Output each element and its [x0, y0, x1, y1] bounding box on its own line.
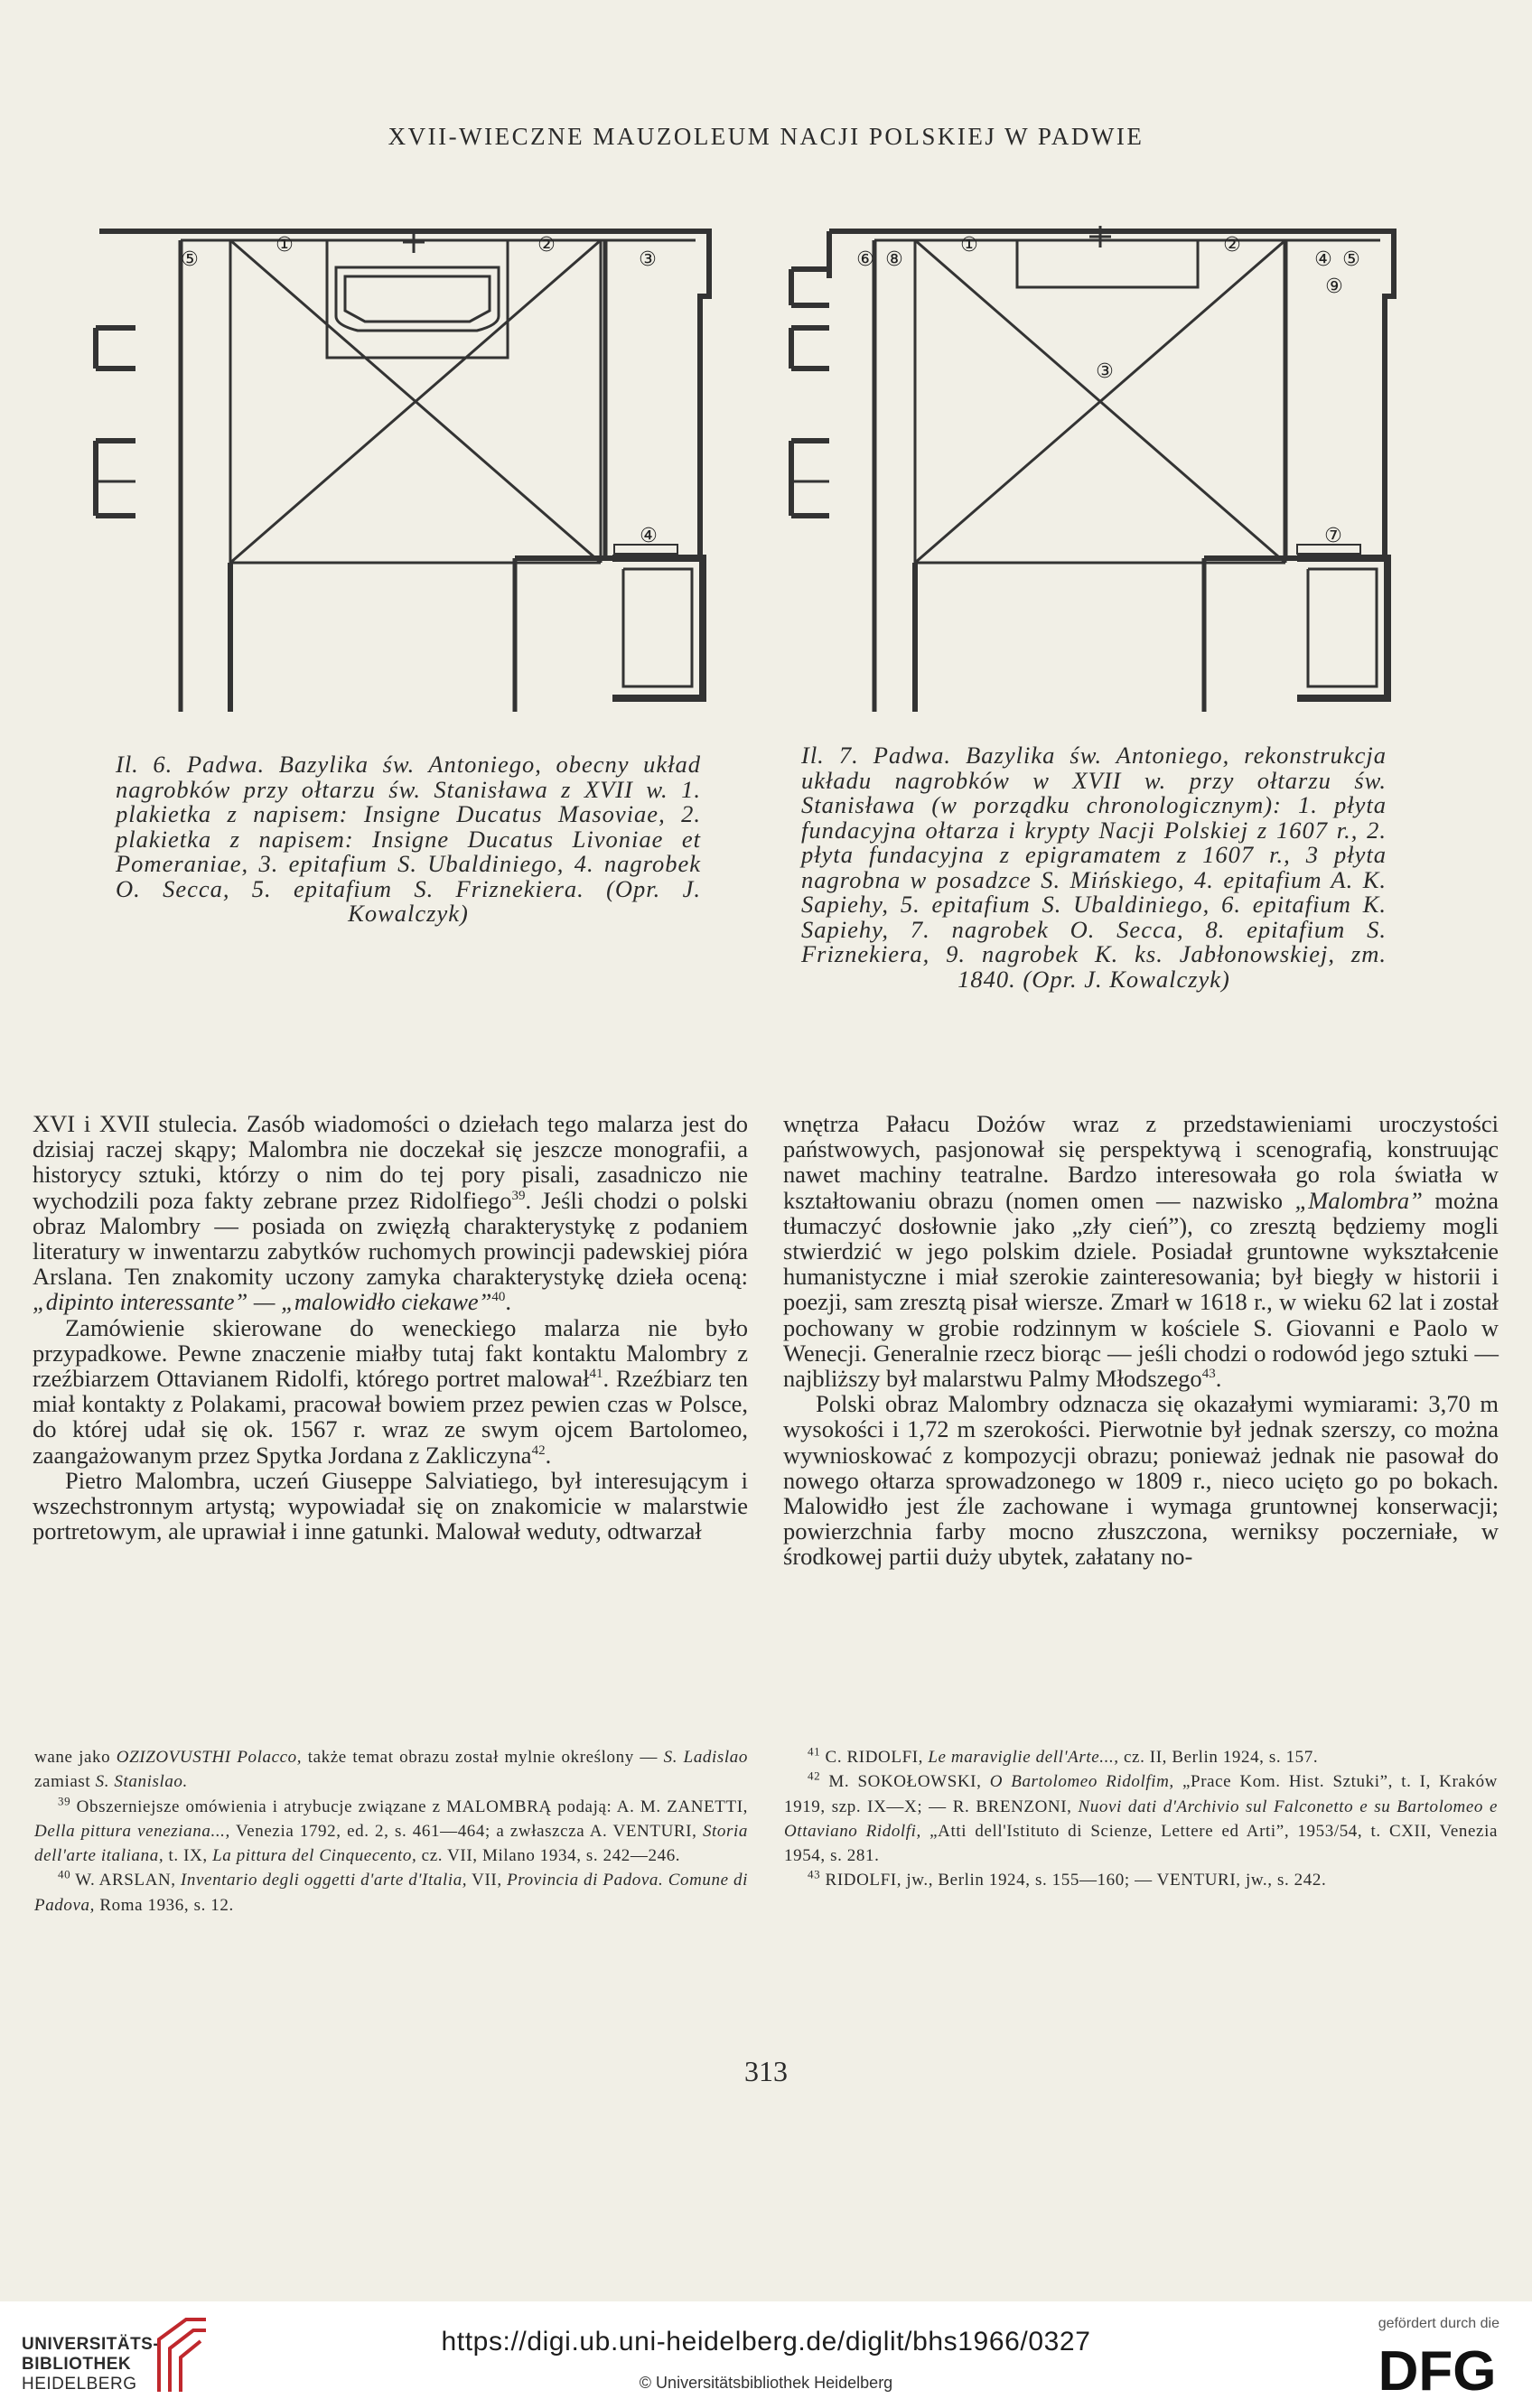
- plan-label: ③: [1096, 360, 1114, 383]
- source-url-link[interactable]: https://digi.ub.uni-heidelberg.de/diglit/bhs1966/0327: [441, 2327, 1091, 2357]
- plan-label: ⑨: [1325, 275, 1343, 298]
- svg-text:DFG: DFG: [1378, 2340, 1497, 2401]
- plan-label: ②: [537, 234, 556, 257]
- plan-label: ②: [1223, 234, 1241, 257]
- copyright-notice: © Universitätsbibliothek Heidelberg: [639, 2374, 893, 2392]
- floor-plan-reconstruction: [784, 215, 1416, 712]
- library-name: UNIVERSITÄTS- BIBLIOTHEK HEIDELBERG: [22, 2335, 160, 2394]
- page-number: 313: [744, 2055, 788, 2087]
- paragraph: XVI i XVII stulecia. Zasób wiadomości o dziełach tego malarza jest do dzisiaj raczej skąpy; Malombra nie doczekał się jeszcze monografii, a historycy sztuki, którzy o nim do tej pory pisali, zasadniczo nie wychodzili poza fakty zebrane przez Ridolfiego$^{39}$. Jeśli chodzi o polski obraz Malombry — posiada on zwięzłą charakterystykę z podaniem literatury w inwentarzu zabytków ruchomych prowincji padewskiej pióra Arslana. Ten znakomity uczony zamyka charakterystykę dzieła oceną: „dipinto interessante” — „malowidło ciekawe”$^{40}$.: [33, 1110, 748, 1316]
- floor-plan-drawing: [90, 215, 723, 712]
- footnotes-right: [784, 1745, 1498, 1893]
- plan-label: ④: [640, 525, 658, 547]
- footnote-ref: 39: [511, 1188, 526, 1203]
- plan-label: ①: [960, 234, 978, 257]
- footnote-ref: 42: [531, 1442, 546, 1458]
- plan-label: ⑥: [856, 248, 874, 271]
- plan-label: ④: [1314, 248, 1332, 271]
- footer-bar: [0, 2301, 1532, 2408]
- text-column-left: [33, 1111, 748, 1544]
- text-column-right: [783, 1111, 1499, 1570]
- figure-caption-right: Il. 7. Padwa. Bazylika św. Antoniego, rekonstrukcja układu nagrobków w XVII w. przy ołtarzu św. Stanisława (w porządku chronologicznym): 1. płyta fundacyjna ołtarza i krypty Nacji Polskiej z 1607 r., 2. płyta fundacyjna z epigramatem z 1607 r., 3 płyta nagrobna w posadzce S. Mińskiego, 4. epitafium A. K. Sapiehy, 5. epitafium S. Ubaldiniego, 6. epitafium K. Sapiehy, 7. nagrobek O. Secca, 8. epitafium S. Friznekiera, 9. nagrobek K. ks. Jabłonowskiej, zm. 1840. (Opr. J. Kowalczyk): [801, 742, 1387, 993]
- figure-caption-left: Il. 6. Padwa. Bazylika św. Antoniego, obecny układ nagrobków przy ołtarzu św. Stanisława z XVII w. 1. plakietka z napisem: Insigne Ducatus Masoviae, 2. plakietka z napisem: Insigne Ducatus Livoniae et Pomeraniae, 3. epitafium S. Ubaldiniego, 4. nagrobek O. Secca, 5. epitafium S. Friznekiera. (Opr. J. Kowalczyk): [116, 751, 701, 927]
- footnote-ref: 41: [589, 1367, 603, 1382]
- footnote: $^{41}$ C. RIDOLFI, Le maraviglie dell'Arte..., cz. II, Berlin 1924, s. 157.: [808, 1744, 1319, 1767]
- plan-label: ⑧: [885, 248, 903, 271]
- plan-label: ⑦: [1324, 525, 1342, 547]
- paragraph: Polski obraz Malombry odznacza się okazałymi wymiarami: 3,70 m wysokości i 1,72 m szerokości. Pierwotnie był jednak szerszy, co można wywnioskować z kompozycji obrazu; ponieważ jednak nie pasował do nowego ołtarza sprowadzonego w 1809 r., nieco ucięto go po bokach. Malowidło jest źle zachowane i wymaga gruntownej konserwacji; powierzchnia farby mocno złuszczona, werniksy poczerniałe, w środkowej partii duży ubytek, załatany no-: [783, 1390, 1499, 1571]
- footnote: $^{39}$ Obszerniejsze omówienia i atrybucje związane z MALOMBRĄ podają: A. M. ZANETTI, Della pittura veneziana..., Venezia 1792, ed. 2, s. 461—464; a zwłaszcza A. VENTURI, Storia dell'arte italiana, t. IX, La pittura del Cinquecento, cz. VII, Milano 1934, s. 242—246.: [34, 1794, 748, 1866]
- footnote-continued: wane jako OZIZOVUSTHI Polacco, także temat obrazu został mylnie określony — S. Ladislao zamiast S. Stanislao.: [34, 1748, 748, 1792]
- footnote: $^{43}$ RIDOLFI, jw., Berlin 1924, s. 155—160; — VENTURI, jw., s. 242.: [808, 1868, 1327, 1890]
- cross-icon: [403, 231, 425, 253]
- footnote: $^{42}$ M. SOKOŁOWSKI, O Bartolomeo Ridolfim, „Prace Kom. Hist. Sztuki”, t. I, Kraków 1919, szp. IX—X; — R. BRENZONI, Nuovi dati d'Archivio sul Falconetto e su Bartolomeo e Ottaviano Ridolfi, „Atti dell'Istituto di Scienze, Lettere ed Arti”, 1953/54, t. CXII, Venezia 1954, s. 281.: [784, 1769, 1499, 1866]
- plan-label: ⑤: [1342, 248, 1360, 271]
- paragraph: Pietro Malombra, uczeń Giuseppe Salviatiego, był interesującym i wszechstronnym artystą; wypowiadał się on znakomicie w malarstwie portretowym, ale uprawiał i inne gatunki. Malował weduty, odtwarzał: [33, 1466, 748, 1545]
- plan-label: ③: [639, 248, 657, 271]
- floor-plan-current: [90, 215, 723, 712]
- funded-by-label: gefördert durch die: [1378, 2316, 1499, 2331]
- plan-label: ⑤: [181, 248, 199, 271]
- footnote-ref: 40: [491, 1290, 506, 1305]
- footnotes-left: [34, 1745, 748, 1918]
- footnote: $^{40}$ W. ARSLAN, Inventario degli oggetti d'arte d'Italia, VII, Provincia di Padova. Comune di Padova, Roma 1936, s. 12.: [34, 1868, 748, 1915]
- paragraph: Zamówienie skierowane do weneckiego malarza nie było przypadkowe. Pewne znaczenie miałby tutaj fakt kontaktu Malombry z rzeźbiarzem Ottavianem Ridolfi, którego portret malował$^{41}$. Rzeźbiarz ten miał kontakty z Polakami, pracował bowiem przez pewien czas w Polsce, do której udał się ok. 1567 r. wraz ze swym ojcem Bartolomeo, zaangażowanym przez Spytka Jordana z Zakliczyna$^{42}$.: [33, 1313, 748, 1469]
- plan-label: ①: [276, 234, 294, 257]
- floor-plan-drawing: [784, 215, 1416, 712]
- footnote-ref: 43: [1201, 1367, 1216, 1382]
- paragraph: wnętrza Pałacu Dożów wraz z przedstawieniami uroczystości państwowych, pasjonował się perspektywą i scenografią, konstruując nawet machiny teatralne. Bardzo interesowała go rola światła w kształtowaniu obrazu (nomen omen — nazwisko „Malombra” można tłumaczyć dosłownie jako „zły cień”), co zresztą będziemy mogli stwierdzić w jego polskim dziele. Posiadał gruntowne wykształcenie humanistyczne i miał szerokie zainteresowania; był biegły w historii i poezji, sam zresztą pisał wiersze. Zmarł w 1618 r., w wieku 62 lat i został pochowany w grobie rodzinnym w kościele S. Giovanni e Paolo w Wenecji. Generalnie rzecz biorąc — jeśli chodzi o rodowód jego sztuki — najbliższy był malarstwu Palmy Młodszego$^{43}$.: [783, 1110, 1499, 1393]
- running-head: XVII-WIECZNE MAUZOLEUM NACJI POLSKIEJ W PADWIE: [388, 123, 1144, 150]
- dfg-logo-icon: [1369, 2338, 1505, 2401]
